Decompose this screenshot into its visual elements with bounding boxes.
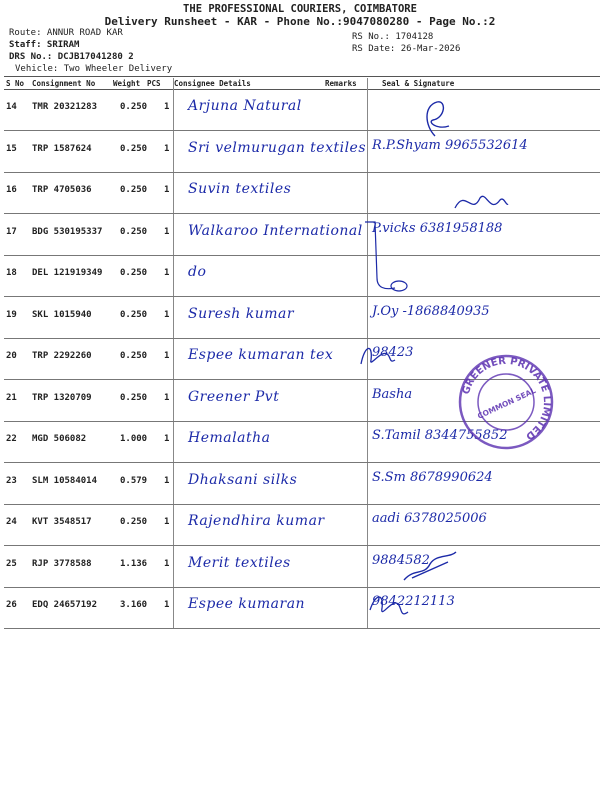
row-weight: 0.250 [120, 351, 148, 361]
col-remarks-header: Remarks [325, 79, 357, 88]
row-consignee-handwritten: Arjuna Natural [188, 98, 302, 114]
bracket-mark [355, 218, 415, 298]
row-signature-handwritten: S.Sm 8678990624 [372, 469, 493, 485]
row-weight: 1.136 [120, 558, 148, 569]
row-pcs: 1 [164, 143, 170, 154]
row-weight: 0.250 [120, 102, 148, 112]
row-sno: 26 [6, 600, 17, 610]
drs-number: DRS No.: DCJB17041280 2 [9, 52, 134, 62]
row-consignment-no: KVT 3548517 [32, 517, 92, 527]
seal-ring-text: GREENER PRIVATE LIMITED [460, 355, 553, 442]
row-consignee-handwritten: Merit textiles [188, 554, 291, 571]
row-weight: 0.250 [120, 392, 148, 403]
row-consignment-no: TRP 4705036 [32, 185, 92, 195]
table-row [0, 505, 600, 546]
row-signature-handwritten: 9884582 [372, 552, 430, 568]
row-consignment-no: EDQ 24657192 [32, 600, 98, 610]
row-pcs: 1 [164, 102, 170, 112]
header-divider [4, 76, 600, 77]
row-consignment-no: BDG 530195337 [32, 226, 103, 237]
row-sno: 14 [6, 102, 17, 112]
table-row [0, 215, 600, 256]
row-consignment-no: SLM 10584014 [32, 475, 98, 486]
col-weight-header: Weight [113, 79, 141, 88]
rs-date: RS Date: 26-Mar-2026 [352, 44, 461, 54]
table-row [0, 298, 600, 339]
row-divider [4, 628, 600, 629]
row-weight: 0.579 [120, 475, 148, 486]
row-consignee-handwritten: Suvin textiles [188, 181, 292, 197]
row-weight: 0.250 [120, 226, 148, 237]
row-pcs: 1 [164, 517, 170, 527]
company-seal [456, 352, 556, 452]
row-consignment-no: TRP 1587624 [32, 143, 92, 154]
table-row [0, 256, 600, 297]
row-pcs: 1 [164, 475, 170, 486]
row-weight: 0.250 [120, 185, 148, 195]
row-signature-handwritten: S.Tamil 8344755852 [372, 428, 508, 443]
row-consignee-handwritten: Sri velmurugan textiles [188, 139, 367, 156]
row-signature-handwritten: 98423 [372, 345, 414, 360]
row-consignee-handwritten: Dhaksani silks [188, 471, 298, 488]
col-pcs-header: PCS [147, 79, 161, 88]
row-consignment-no: DEL 121919349 [32, 268, 103, 278]
row-pcs: 1 [164, 351, 170, 361]
row-consignment-no: MGD 506082 [32, 434, 87, 444]
signature-scribble [400, 550, 460, 590]
row-consignee-handwritten: Suresh kumar [188, 305, 295, 322]
row-sno: 16 [6, 185, 17, 195]
runsheet-subtitle: Delivery Runsheet - KAR - Phone No.:9047080280 - Page No.:2 [104, 15, 496, 28]
row-consignee-handwritten: Espee kumaran tex [188, 347, 334, 363]
row-consignment-no: TRP 2292260 [32, 351, 92, 361]
row-sno: 19 [6, 309, 17, 320]
row-weight: 3.160 [120, 600, 148, 610]
company-title: THE PROFESSIONAL COURIERS, COIMBATORE [183, 3, 417, 15]
row-consignee-handwritten: Rajendhira kumar [188, 513, 325, 529]
row-consignment-no: TRP 1320709 [32, 392, 92, 403]
staff: Staff: SRIRAM [9, 40, 80, 50]
row-sno: 18 [6, 268, 17, 278]
col-sno-header: S No [6, 79, 25, 88]
table-row [0, 132, 600, 173]
row-sno: 24 [6, 517, 17, 527]
row-consignee-handwritten: Espee kumaran [188, 596, 306, 612]
row-pcs: 1 [164, 558, 170, 569]
row-signature-handwritten: aadi 6378025006 [372, 511, 487, 526]
row-consignee-handwritten: Greener Pvt [188, 388, 280, 405]
row-consignment-no: RJP 3778588 [32, 558, 92, 569]
signature-scribble [366, 590, 410, 624]
row-weight: 0.250 [120, 309, 148, 320]
row-pcs: 1 [164, 600, 170, 610]
row-sno: 25 [6, 558, 17, 569]
row-sno: 20 [6, 351, 17, 361]
table-row [0, 173, 600, 214]
table-row [0, 588, 600, 629]
row-consignee-handwritten: do [188, 264, 207, 280]
signature-scribble [357, 340, 397, 370]
row-sno: 21 [6, 392, 17, 403]
signature-scribble [415, 96, 455, 140]
col-seal-header: Seal & Signature [382, 79, 455, 88]
rs-number: RS No.: 1704128 [352, 32, 434, 42]
row-signature-handwritten: J.Oy -1868840935 [372, 303, 490, 319]
row-pcs: 1 [164, 309, 170, 320]
row-sno: 15 [6, 143, 17, 154]
row-signature-handwritten: R.P.Shyam 9965532614 [372, 137, 528, 153]
row-weight: 0.250 [120, 268, 148, 278]
row-weight: 0.250 [120, 517, 148, 527]
row-weight: 1.000 [120, 434, 148, 444]
row-pcs: 1 [164, 185, 170, 195]
row-consignment-no: TMR 20321283 [32, 102, 98, 112]
row-consignment-no: SKL 1015940 [32, 309, 92, 320]
row-consignee-handwritten: Hemalatha [188, 430, 271, 446]
seal-center-text: COMMON SEAL [476, 385, 538, 421]
signature-scribble [450, 188, 510, 218]
table-row [0, 547, 600, 588]
row-sno: 22 [6, 434, 17, 444]
row-pcs: 1 [164, 434, 170, 444]
row-signature-handwritten: P.vicks 6381958188 [372, 220, 503, 236]
row-sno: 17 [6, 226, 17, 237]
row-pcs: 1 [164, 268, 170, 278]
col-consignment-header: Consignment No [32, 79, 96, 88]
table-row [0, 464, 600, 505]
route: Route: ANNUR ROAD KAR [9, 28, 123, 38]
table-row [0, 90, 600, 131]
col-consignee-header: Consignee Details [174, 79, 251, 88]
row-signature-handwritten: 9842212113 [372, 594, 455, 609]
row-consignee-handwritten: Walkaroo International [188, 222, 363, 239]
row-pcs: 1 [164, 226, 170, 237]
row-signature-handwritten: Basha [372, 386, 413, 402]
row-weight: 0.250 [120, 143, 148, 154]
vehicle: Vehicle: Two Wheeler Delivery [15, 64, 173, 74]
row-sno: 23 [6, 475, 17, 486]
row-pcs: 1 [164, 392, 170, 403]
